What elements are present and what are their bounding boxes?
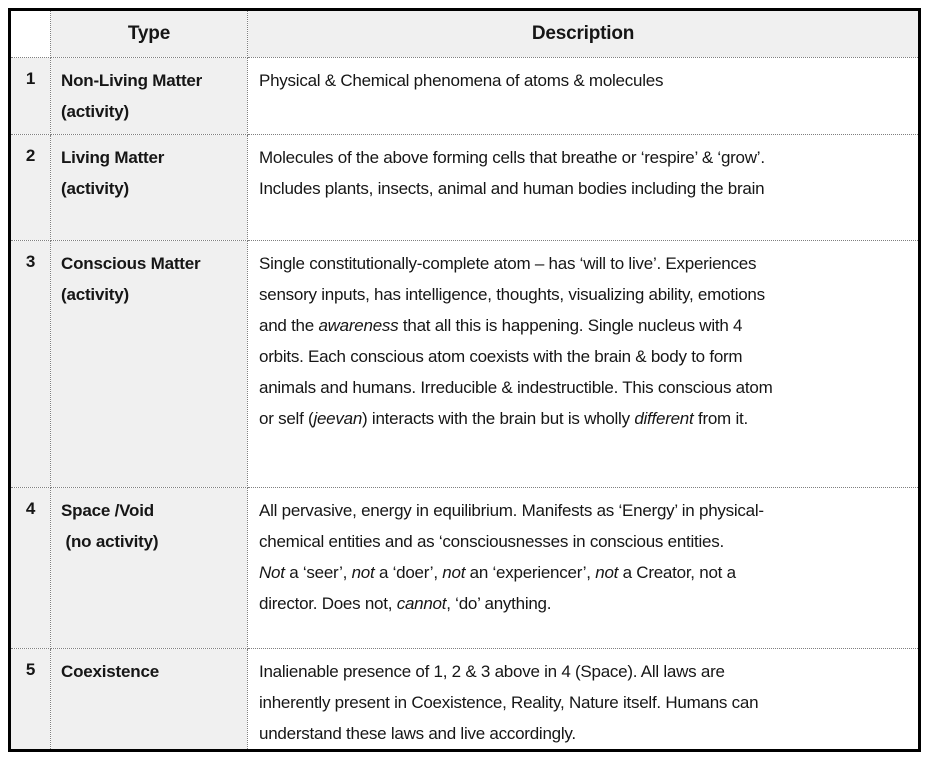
table-row xyxy=(10,58,920,135)
row-number-cell: 4 xyxy=(10,488,51,649)
table-body xyxy=(10,58,920,751)
row-number-cell: 5 xyxy=(10,649,51,751)
description-cell: Molecules of the above forming cells that breathe or ‘respire’ & ‘grow’. Includes plants, insects, animal and human bodies including the brain xyxy=(248,135,920,241)
description-cell: Single constitutionally-complete atom – has ‘will to live’. Experiences sensory inputs, has intelligence, thoughts, visualizing ability, emotions and the awareness that all this is happening. Single nucleus with 4 orbits. Each conscious atom coexists with the brain & body to form animals and humans. Irreducible & indestructible. This conscious atom or self (jeevan) interacts with the brain but is wholly different from it. xyxy=(248,241,920,488)
italic-text: not xyxy=(351,563,375,582)
header-cell-description: Description xyxy=(248,10,920,58)
header-cell-type: Type xyxy=(51,10,248,58)
type-cell: Coexistence xyxy=(51,649,248,751)
table-row xyxy=(10,488,920,649)
description-cell: Physical & Chemical phenomena of atoms & molecules xyxy=(248,58,920,135)
type-cell: Conscious Matter (activity) xyxy=(51,241,248,488)
italic-text: jeevan xyxy=(313,409,363,428)
italic-text: different xyxy=(634,409,694,428)
type-cell: Living Matter (activity) xyxy=(51,135,248,241)
type-cell: Non-Living Matter (activity) xyxy=(51,58,248,135)
row-number-cell: 1 xyxy=(10,58,51,135)
italic-text: cannot xyxy=(396,594,447,613)
matter-types-table xyxy=(8,8,921,752)
description-cell: All pervasive, energy in equilibrium. Manifests as ‘Energy’ in physical- chemical entities and as ‘consciousnesses in conscious entities. Not a ‘seer’, not a ‘doer’, not an ‘experiencer’, not a Creator, not a director. Does not, cannot, ‘do’ anything. xyxy=(248,488,920,649)
table-row xyxy=(10,241,920,488)
italic-text: awareness xyxy=(318,316,399,335)
italic-text: Not xyxy=(259,563,285,582)
table-row xyxy=(10,649,920,751)
type-cell: Space /Void (no activity) xyxy=(51,488,248,649)
italic-text: not xyxy=(595,563,619,582)
header-row xyxy=(10,10,920,58)
description-cell: Inalienable presence of 1, 2 & 3 above in 4 (Space). All laws are inherently present in Coexistence, Reality, Nature itself. Humans can understand these laws and live accordingly. xyxy=(248,649,920,751)
italic-text: not xyxy=(442,563,466,582)
header-cell-index xyxy=(10,10,51,58)
row-number-cell: 2 xyxy=(10,135,51,241)
table-row xyxy=(10,135,920,241)
table-header xyxy=(10,10,920,58)
row-number-cell: 3 xyxy=(10,241,51,488)
